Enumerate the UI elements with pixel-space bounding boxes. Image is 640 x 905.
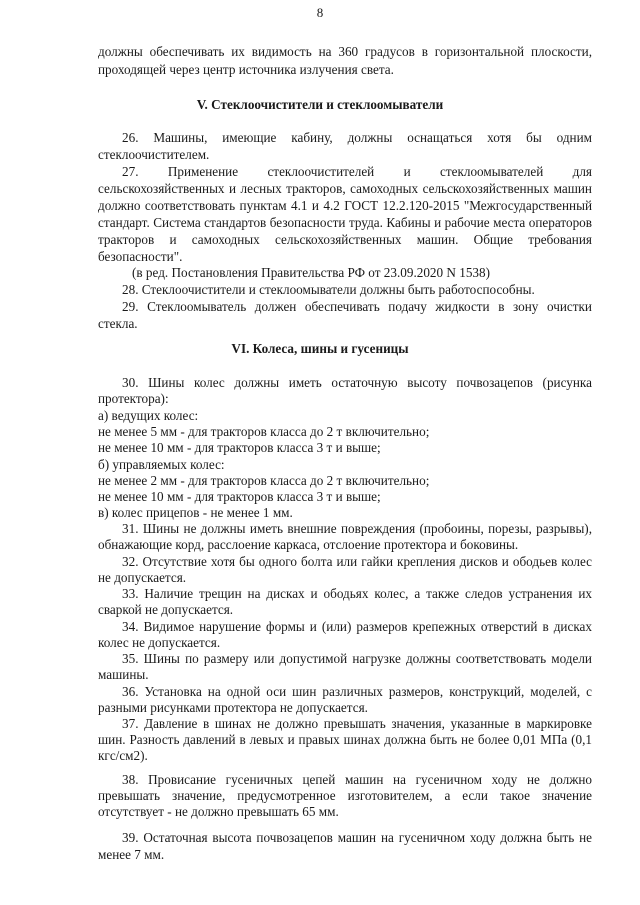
text-line: 30. Шины колес должны иметь остаточную высоту почвозацепов (рисунка — [122, 375, 592, 390]
text-line: должно соответствовать пунктам 4.1 и 4.2 ГОСТ 12.2.120-2015 "Межгосударственный — [98, 198, 592, 213]
text-line: 27. Применение стеклоочистителей и стеклоомывателей для — [122, 164, 592, 179]
text-line: 34. Видимое нарушение формы и (или) размеров крепежных отверстий в дисках — [122, 619, 592, 634]
section-heading-v: V. Стеклоочистители и стеклоомыватели — [196, 97, 444, 112]
text-line: 31. Шины не должны иметь внешние повреждения (пробоины, порезы, разрывы), — [122, 521, 592, 536]
text-line: 26. Машины, имеющие кабину, должны оснащаться хотя бы одним — [122, 130, 592, 145]
text-line: разными рисунками протектора не допускается. — [98, 700, 368, 715]
text-line: не менее 5 мм - для тракторов класса до 2 т включительно; — [98, 424, 430, 439]
text-line: а) ведущих колес: — [98, 408, 199, 423]
text-line: отсутствует - не должно превышать 65 мм. — [98, 804, 339, 819]
text-line: кгс/см2). — [98, 748, 148, 763]
text-line: сваркой не допускается. — [98, 602, 234, 617]
text-line: 33. Наличие трещин на дисках и ободьях колес, а также следов устранения их — [122, 586, 592, 601]
text-line: менее 7 мм. — [98, 847, 165, 862]
text-line: (в ред. Постановления Правительства РФ от 23.09.2020 N 1538) — [132, 265, 491, 280]
text-line: шин. Разность давлений в левых и правых шинах должна быть не более 0,01 МПа (0,1 — [98, 732, 592, 747]
text-line: в) колес прицепов - не менее 1 мм. — [98, 505, 293, 520]
text-line: 32. Отсутствие хотя бы одного болта или гайки крепления дисков и ободьев колес — [122, 554, 592, 569]
page-number: 8 — [316, 5, 324, 20]
text-line: не менее 2 мм - для тракторов класса до 2 т включительно; — [98, 473, 430, 488]
section-heading-vi: VI. Колеса, шины и гусеницы — [231, 341, 409, 356]
text-line: не менее 10 мм - для тракторов класса 3 т и выше; — [98, 489, 381, 504]
text-line: обнажающие корд, расслоение каркаса, отслоение протектора и боковины. — [98, 537, 519, 552]
text-line: 37. Давление в шинах не должно превышать значения, указанные в маркировке — [122, 716, 592, 731]
text-line: колес не допускается. — [98, 635, 221, 650]
text-line: сельскохозяйственных и лесных тракторов, самоходных сельскохозяйственных машин — [98, 181, 592, 196]
text-line: не допускается. — [98, 570, 187, 585]
text-line: проходящей через центр источника излучения света. — [98, 62, 394, 77]
text-line: протектора): — [98, 391, 169, 406]
text-line: 36. Установка на одной оси шин различных размеров, конструкций, моделей, с — [122, 684, 592, 699]
text-line: не менее 10 мм - для тракторов класса 3 т и выше; — [98, 440, 381, 455]
text-line: превышать значение, предусмотренное изготовителем, а если такое значение — [98, 788, 592, 803]
text-line: 38. Провисание гусеничных цепей машин на гусеничном ходу не должно — [122, 772, 592, 787]
text-line: машины. — [98, 667, 149, 682]
text-line: безопасности". — [98, 249, 183, 264]
text-line: стекла. — [98, 316, 138, 331]
text-line: 28. Стеклоочистители и стеклоомыватели должны быть работоспособны. — [122, 282, 535, 297]
text-line: 29. Стеклоомыватель должен обеспечивать подачу жидкости в зону очистки — [122, 299, 592, 314]
text-line: 39. Остаточная высота почвозацепов машин на гусеничном ходу должна быть не — [122, 830, 592, 845]
text-line: должны обеспечивать их видимость на 360 градусов в горизонтальной плоскости, — [98, 44, 592, 59]
text-line: стеклоочистителем. — [98, 147, 210, 162]
text-line: стандарт. Система стандартов безопасности труда. Кабины и рабочие места операторов — [98, 215, 592, 230]
text-line: б) управляемых колес: — [98, 457, 225, 472]
text-line: 35. Шины по размеру или допустимой нагрузке должны соответствовать модели — [122, 651, 592, 666]
text-line: тракторов и самоходных сельскохозяйственных машин. Общие требования — [98, 232, 592, 247]
